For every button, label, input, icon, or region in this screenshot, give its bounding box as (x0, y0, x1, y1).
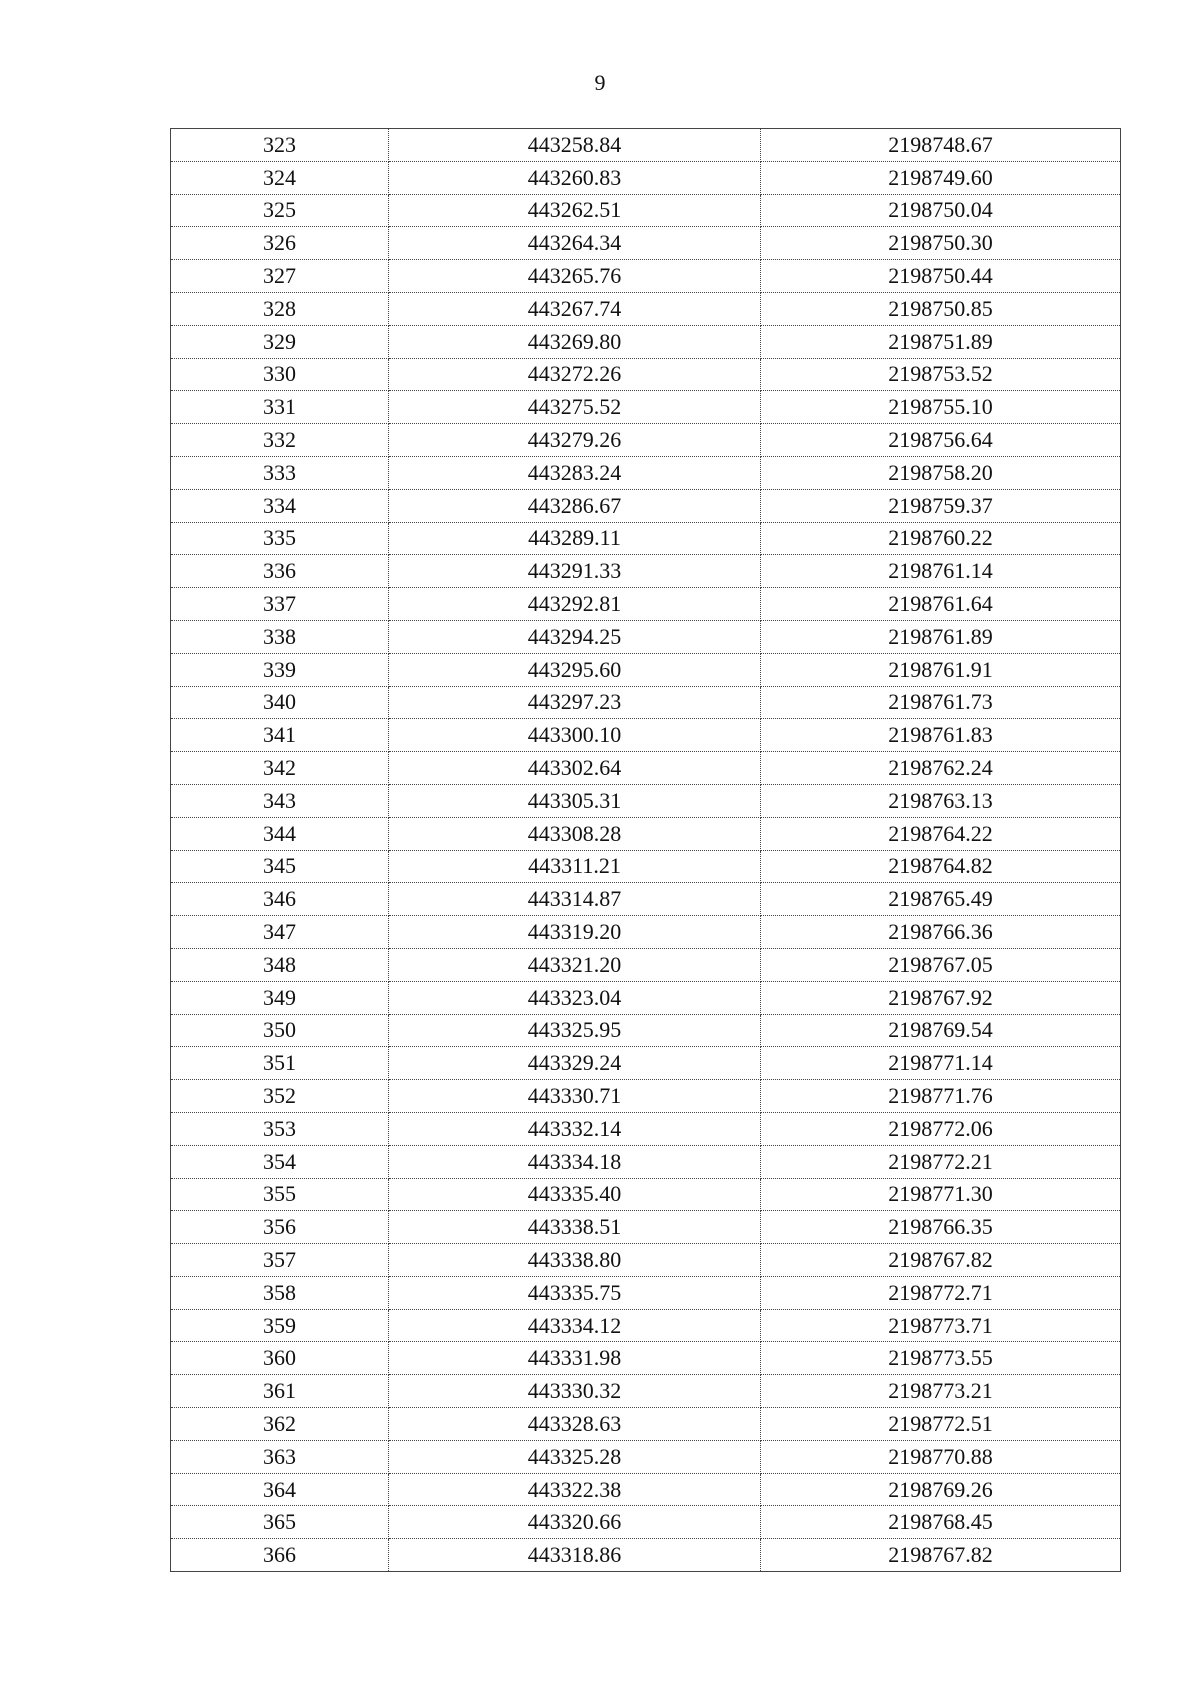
y-coordinate-cell: 2198772.51 (761, 1408, 1121, 1441)
table-row (171, 1440, 1121, 1473)
point-number-cell: 354 (171, 1145, 389, 1178)
y-coordinate-cell: 2198756.64 (761, 424, 1121, 457)
x-coordinate-cell: 443325.28 (389, 1440, 761, 1473)
point-number-cell: 357 (171, 1244, 389, 1277)
point-number-cell: 365 (171, 1506, 389, 1539)
table-row (171, 358, 1121, 391)
y-coordinate-cell: 2198771.30 (761, 1178, 1121, 1211)
y-coordinate-cell: 2198767.82 (761, 1539, 1121, 1572)
table-row (171, 916, 1121, 949)
x-coordinate-cell: 443279.26 (389, 424, 761, 457)
y-coordinate-cell: 2198772.71 (761, 1276, 1121, 1309)
point-number-cell: 339 (171, 653, 389, 686)
y-coordinate-cell: 2198769.26 (761, 1473, 1121, 1506)
page-number: 9 (594, 70, 606, 95)
y-coordinate-cell: 2198758.20 (761, 456, 1121, 489)
y-coordinate-cell: 2198759.37 (761, 489, 1121, 522)
point-number-cell: 346 (171, 883, 389, 916)
x-coordinate-cell: 443319.20 (389, 916, 761, 949)
table-row (171, 981, 1121, 1014)
point-number-cell: 344 (171, 817, 389, 850)
point-number-cell: 332 (171, 424, 389, 457)
coordinates-table-body (171, 129, 1121, 1572)
y-coordinate-cell: 2198761.73 (761, 686, 1121, 719)
point-number-cell: 356 (171, 1211, 389, 1244)
point-number-cell: 343 (171, 784, 389, 817)
y-coordinate-cell: 2198761.14 (761, 555, 1121, 588)
y-coordinate-cell: 2198766.36 (761, 916, 1121, 949)
x-coordinate-cell: 443338.80 (389, 1244, 761, 1277)
y-coordinate-cell: 2198772.06 (761, 1112, 1121, 1145)
point-number-cell: 364 (171, 1473, 389, 1506)
table-row (171, 194, 1121, 227)
x-coordinate-cell: 443289.11 (389, 522, 761, 555)
x-coordinate-cell: 443332.14 (389, 1112, 761, 1145)
point-number-cell: 325 (171, 194, 389, 227)
y-coordinate-cell: 2198773.55 (761, 1342, 1121, 1375)
y-coordinate-cell: 2198767.92 (761, 981, 1121, 1014)
table-row (171, 784, 1121, 817)
point-number-cell: 326 (171, 227, 389, 260)
y-coordinate-cell: 2198768.45 (761, 1506, 1121, 1539)
table-row (171, 686, 1121, 719)
x-coordinate-cell: 443320.66 (389, 1506, 761, 1539)
table-row (171, 719, 1121, 752)
y-coordinate-cell: 2198767.05 (761, 948, 1121, 981)
y-coordinate-cell: 2198761.64 (761, 588, 1121, 621)
x-coordinate-cell: 443308.28 (389, 817, 761, 850)
table-row (171, 489, 1121, 522)
point-number-cell: 361 (171, 1375, 389, 1408)
table-row (171, 391, 1121, 424)
x-coordinate-cell: 443269.80 (389, 325, 761, 358)
table-row (171, 653, 1121, 686)
table-row (171, 1211, 1121, 1244)
table-row (171, 325, 1121, 358)
table-row (171, 1375, 1121, 1408)
x-coordinate-cell: 443338.51 (389, 1211, 761, 1244)
point-number-cell: 348 (171, 948, 389, 981)
y-coordinate-cell: 2198772.21 (761, 1145, 1121, 1178)
x-coordinate-cell: 443297.23 (389, 686, 761, 719)
x-coordinate-cell: 443318.86 (389, 1539, 761, 1572)
y-coordinate-cell: 2198762.24 (761, 752, 1121, 785)
table-row (171, 850, 1121, 883)
table-row (171, 1178, 1121, 1211)
x-coordinate-cell: 443286.67 (389, 489, 761, 522)
y-coordinate-cell: 2198750.85 (761, 292, 1121, 325)
x-coordinate-cell: 443311.21 (389, 850, 761, 883)
y-coordinate-cell: 2198771.14 (761, 1047, 1121, 1080)
x-coordinate-cell: 443305.31 (389, 784, 761, 817)
y-coordinate-cell: 2198748.67 (761, 129, 1121, 162)
x-coordinate-cell: 443321.20 (389, 948, 761, 981)
point-number-cell: 340 (171, 686, 389, 719)
table-row (171, 227, 1121, 260)
table-row (171, 1309, 1121, 1342)
table-row (171, 522, 1121, 555)
y-coordinate-cell: 2198773.21 (761, 1375, 1121, 1408)
y-coordinate-cell: 2198755.10 (761, 391, 1121, 424)
x-coordinate-cell: 443272.26 (389, 358, 761, 391)
x-coordinate-cell: 443335.40 (389, 1178, 761, 1211)
table-row (171, 817, 1121, 850)
y-coordinate-cell: 2198750.30 (761, 227, 1121, 260)
point-number-cell: 328 (171, 292, 389, 325)
table-row (171, 1408, 1121, 1441)
x-coordinate-cell: 443302.64 (389, 752, 761, 785)
point-number-cell: 347 (171, 916, 389, 949)
y-coordinate-cell: 2198764.22 (761, 817, 1121, 850)
point-number-cell: 362 (171, 1408, 389, 1441)
y-coordinate-cell: 2198761.89 (761, 620, 1121, 653)
table-row (171, 948, 1121, 981)
table-row (171, 1276, 1121, 1309)
x-coordinate-cell: 443300.10 (389, 719, 761, 752)
x-coordinate-cell: 443335.75 (389, 1276, 761, 1309)
table-row (171, 1342, 1121, 1375)
y-coordinate-cell: 2198763.13 (761, 784, 1121, 817)
table-row (171, 883, 1121, 916)
point-number-cell: 330 (171, 358, 389, 391)
point-number-cell: 349 (171, 981, 389, 1014)
x-coordinate-cell: 443325.95 (389, 1014, 761, 1047)
y-coordinate-cell: 2198761.83 (761, 719, 1121, 752)
table-row (171, 292, 1121, 325)
table-row (171, 1473, 1121, 1506)
table-row (171, 1539, 1121, 1572)
x-coordinate-cell: 443330.32 (389, 1375, 761, 1408)
point-number-cell: 335 (171, 522, 389, 555)
point-number-cell: 359 (171, 1309, 389, 1342)
table-row (171, 1506, 1121, 1539)
x-coordinate-cell: 443267.74 (389, 292, 761, 325)
x-coordinate-cell: 443258.84 (389, 129, 761, 162)
table-row (171, 555, 1121, 588)
x-coordinate-cell: 443330.71 (389, 1080, 761, 1113)
point-number-cell: 337 (171, 588, 389, 621)
coordinates-table (170, 128, 1121, 1572)
y-coordinate-cell: 2198773.71 (761, 1309, 1121, 1342)
table-row (171, 1047, 1121, 1080)
table-row (171, 456, 1121, 489)
table-row (171, 161, 1121, 194)
point-number-cell: 323 (171, 129, 389, 162)
table-row (171, 752, 1121, 785)
point-number-cell: 327 (171, 260, 389, 293)
y-coordinate-cell: 2198761.91 (761, 653, 1121, 686)
x-coordinate-cell: 443314.87 (389, 883, 761, 916)
point-number-cell: 350 (171, 1014, 389, 1047)
table-row (171, 588, 1121, 621)
point-number-cell: 338 (171, 620, 389, 653)
table-row (171, 620, 1121, 653)
y-coordinate-cell: 2198767.82 (761, 1244, 1121, 1277)
y-coordinate-cell: 2198765.49 (761, 883, 1121, 916)
point-number-cell: 333 (171, 456, 389, 489)
table-row (171, 1112, 1121, 1145)
y-coordinate-cell: 2198750.04 (761, 194, 1121, 227)
y-coordinate-cell: 2198751.89 (761, 325, 1121, 358)
point-number-cell: 358 (171, 1276, 389, 1309)
table-row (171, 1080, 1121, 1113)
x-coordinate-cell: 443331.98 (389, 1342, 761, 1375)
y-coordinate-cell: 2198769.54 (761, 1014, 1121, 1047)
point-number-cell: 353 (171, 1112, 389, 1145)
y-coordinate-cell: 2198753.52 (761, 358, 1121, 391)
point-number-cell: 324 (171, 161, 389, 194)
table-row (171, 260, 1121, 293)
table-row (171, 1145, 1121, 1178)
x-coordinate-cell: 443275.52 (389, 391, 761, 424)
table-row (171, 424, 1121, 457)
x-coordinate-cell: 443265.76 (389, 260, 761, 293)
point-number-cell: 363 (171, 1440, 389, 1473)
x-coordinate-cell: 443323.04 (389, 981, 761, 1014)
table-row (171, 1014, 1121, 1047)
x-coordinate-cell: 443260.83 (389, 161, 761, 194)
x-coordinate-cell: 443292.81 (389, 588, 761, 621)
x-coordinate-cell: 443295.60 (389, 653, 761, 686)
point-number-cell: 329 (171, 325, 389, 358)
x-coordinate-cell: 443264.34 (389, 227, 761, 260)
point-number-cell: 345 (171, 850, 389, 883)
table-row (171, 1244, 1121, 1277)
point-number-cell: 331 (171, 391, 389, 424)
y-coordinate-cell: 2198760.22 (761, 522, 1121, 555)
x-coordinate-cell: 443283.24 (389, 456, 761, 489)
x-coordinate-cell: 443262.51 (389, 194, 761, 227)
x-coordinate-cell: 443334.12 (389, 1309, 761, 1342)
point-number-cell: 360 (171, 1342, 389, 1375)
y-coordinate-cell: 2198750.44 (761, 260, 1121, 293)
y-coordinate-cell: 2198749.60 (761, 161, 1121, 194)
x-coordinate-cell: 443291.33 (389, 555, 761, 588)
x-coordinate-cell: 443328.63 (389, 1408, 761, 1441)
y-coordinate-cell: 2198766.35 (761, 1211, 1121, 1244)
y-coordinate-cell: 2198771.76 (761, 1080, 1121, 1113)
point-number-cell: 341 (171, 719, 389, 752)
table-row (171, 129, 1121, 162)
point-number-cell: 352 (171, 1080, 389, 1113)
x-coordinate-cell: 443334.18 (389, 1145, 761, 1178)
y-coordinate-cell: 2198770.88 (761, 1440, 1121, 1473)
point-number-cell: 342 (171, 752, 389, 785)
point-number-cell: 334 (171, 489, 389, 522)
x-coordinate-cell: 443329.24 (389, 1047, 761, 1080)
x-coordinate-cell: 443294.25 (389, 620, 761, 653)
point-number-cell: 366 (171, 1539, 389, 1572)
point-number-cell: 351 (171, 1047, 389, 1080)
y-coordinate-cell: 2198764.82 (761, 850, 1121, 883)
point-number-cell: 336 (171, 555, 389, 588)
point-number-cell: 355 (171, 1178, 389, 1211)
x-coordinate-cell: 443322.38 (389, 1473, 761, 1506)
